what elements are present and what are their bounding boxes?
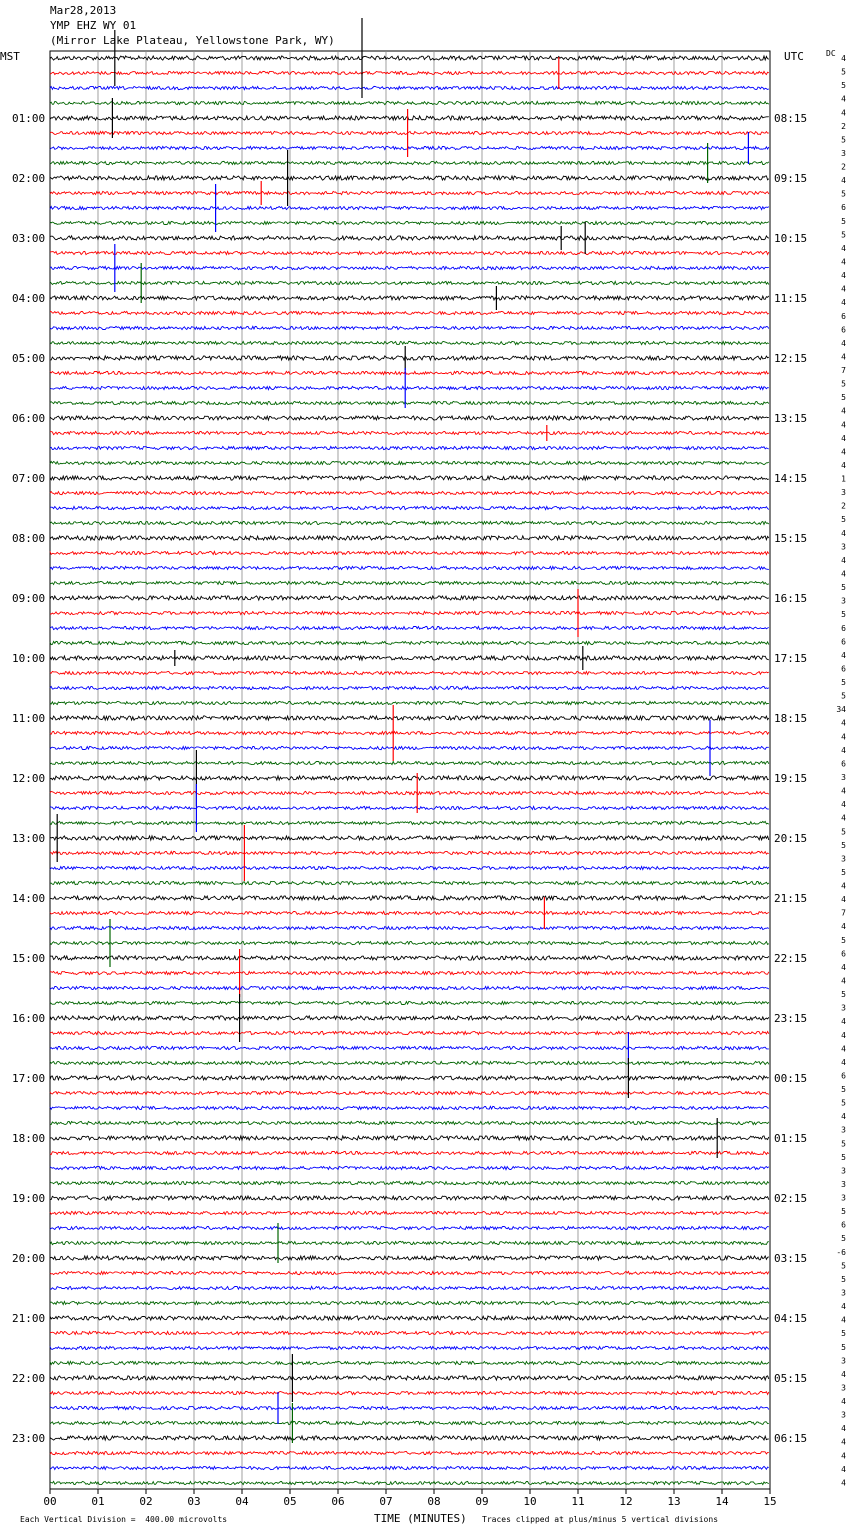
trace-row: [50, 851, 769, 854]
trace-row: [50, 896, 769, 900]
x-tick-label: 05: [283, 1495, 297, 1508]
trace-row: [50, 1106, 769, 1109]
trace-row: [50, 1196, 769, 1200]
dc-offset-value: 4: [841, 1030, 846, 1040]
x-tick-label: 06: [331, 1495, 345, 1508]
right-hour-label: 20:15: [774, 832, 808, 845]
trace-row: [50, 1406, 769, 1409]
trace-row: [50, 1031, 769, 1034]
dc-offset-value: 5: [841, 1234, 846, 1244]
trace-row: [50, 731, 769, 734]
trace-row: [50, 836, 769, 840]
right-hour-label: 02:15: [774, 1192, 808, 1205]
dc-offset-value: 6: [841, 759, 846, 769]
trace-row: [50, 1091, 769, 1094]
trace-row: [50, 881, 769, 884]
dc-offset-value: 4: [841, 1397, 846, 1407]
left-hour-label: 17:00: [12, 1072, 46, 1085]
right-hour-label: 19:15: [774, 772, 808, 785]
trace-row: [50, 206, 769, 209]
right-hour-label: 15:15: [774, 532, 808, 545]
dc-offset-value: 6: [841, 311, 846, 321]
x-axis-title: TIME (MINUTES): [374, 1512, 467, 1525]
dc-offset-value: 4: [841, 1302, 846, 1312]
trace-row: [50, 161, 769, 164]
trace-row: [50, 521, 769, 524]
dc-offset-value: 5: [841, 135, 846, 145]
trace-row: [50, 911, 769, 914]
trace-row: [50, 671, 769, 674]
dc-offset-value: 6: [841, 325, 846, 335]
trace-row: [50, 626, 769, 629]
left-hour-label: 01:00: [12, 112, 46, 125]
trace-row: [50, 761, 769, 764]
trace-row: [50, 371, 769, 374]
left-hour-label: 18:00: [12, 1132, 46, 1145]
dc-offset-value: 6: [841, 203, 846, 213]
trace-row: [50, 236, 769, 240]
dc-offset-value: 5: [841, 1207, 846, 1217]
header-station: YMP EHZ WY 01: [50, 19, 137, 32]
trace-row: [50, 71, 769, 74]
left-hour-label: 16:00: [12, 1012, 46, 1025]
dc-offset-value: 3: [841, 1179, 846, 1189]
trace-row: [50, 296, 769, 300]
dc-offset-value: 4: [841, 813, 846, 823]
trace-row: [50, 86, 769, 89]
trace-row: [50, 1316, 769, 1320]
dc-offset-value: 5: [841, 840, 846, 850]
dc-offset-value: 4: [841, 271, 846, 281]
dc-offset-value: 5: [841, 1085, 846, 1095]
trace-row: [50, 386, 769, 389]
dc-offset-value: 4: [841, 976, 846, 986]
dc-offset-value: 4: [841, 895, 846, 905]
x-tick-label: 13: [667, 1495, 681, 1508]
dc-offset-value: 5: [841, 67, 846, 77]
dc-offset-value: 1: [841, 474, 846, 484]
trace-row: [50, 1271, 769, 1274]
x-tick-label: 10: [523, 1495, 537, 1508]
left-timezone-label: MST: [0, 50, 20, 63]
trace-row: [50, 1076, 769, 1080]
x-tick-label: 12: [619, 1495, 633, 1508]
dc-offset-value: 5: [841, 1098, 846, 1108]
dc-offset-value: 4: [841, 1424, 846, 1434]
left-hour-label: 15:00: [12, 952, 46, 965]
left-hour-label: 22:00: [12, 1372, 46, 1385]
dc-offset-value: 4: [841, 786, 846, 796]
trace-row: [50, 686, 769, 689]
trace-row: [50, 926, 769, 929]
dc-offset-value: 3: [841, 596, 846, 606]
x-tick-label: 04: [235, 1495, 249, 1508]
dc-offset-value: 4: [841, 284, 846, 294]
dc-offset-value: 4: [841, 338, 846, 348]
dc-offset-value: 7: [841, 366, 846, 376]
dc-offset-value: 3: [841, 1166, 846, 1176]
x-tick-label: 07: [379, 1495, 393, 1508]
dc-offset-value: 7: [841, 908, 846, 918]
trace-row: [50, 431, 769, 434]
trace-row: [50, 1226, 769, 1229]
left-hour-label: 14:00: [12, 892, 46, 905]
dc-offset-value: 5: [841, 189, 846, 199]
dc-offset-value: -6: [836, 1247, 846, 1257]
trace-row: [50, 791, 769, 794]
dc-offset-value: 3: [841, 773, 846, 782]
dc-offset-value: 3: [841, 148, 846, 158]
right-hour-label: 01:15: [774, 1132, 808, 1145]
left-hour-label: 13:00: [12, 832, 46, 845]
dc-offset-value: 3: [841, 1003, 846, 1013]
trace-row: [50, 491, 769, 494]
dc-offset-value: 3: [841, 1356, 846, 1366]
dc-offset-value: 4: [841, 54, 846, 63]
dc-offset-value: 6: [841, 664, 846, 674]
right-hour-label: 09:15: [774, 172, 808, 185]
dc-offset-value: 4: [841, 569, 846, 579]
right-hour-label: 00:15: [774, 1072, 808, 1085]
dc-offset-value: 3: [841, 854, 846, 864]
right-hour-label: 23:15: [774, 1012, 808, 1025]
dc-offset-value: 3: [841, 1288, 846, 1298]
left-hour-label: 10:00: [12, 652, 46, 665]
trace-row: [50, 1181, 769, 1184]
dc-offset-value: 4: [841, 1057, 846, 1067]
trace-row: [50, 1421, 769, 1424]
trace-row: [50, 1301, 769, 1304]
dc-offset-value: 4: [841, 718, 846, 728]
dc-offset-value: 3: [841, 1383, 846, 1393]
dc-offset-value: 34: [836, 705, 846, 715]
dc-offset-value: 4: [841, 650, 846, 660]
left-hour-label: 09:00: [12, 592, 46, 605]
trace-row: [50, 1346, 769, 1349]
left-hour-label: 20:00: [12, 1252, 46, 1265]
trace-row: [50, 956, 769, 960]
right-hour-label: 13:15: [774, 412, 808, 425]
dc-offset-value: 6: [841, 1220, 846, 1230]
trace-row: [50, 1481, 769, 1484]
dc-offset-value: 4: [841, 406, 846, 416]
dc-offset-value: 6: [841, 1071, 846, 1081]
dc-offset-value: 4: [841, 420, 846, 430]
trace-row: [50, 821, 769, 824]
trace-row: [50, 131, 769, 134]
trace-row: [50, 866, 769, 869]
trace-row: [50, 596, 769, 600]
dc-offset-value: 6: [841, 949, 846, 959]
left-hour-label: 02:00: [12, 172, 46, 185]
trace-row: [50, 251, 769, 254]
dc-offset-value: 3: [841, 488, 846, 498]
trace-row: [50, 1286, 769, 1289]
dc-offset-value: 5: [841, 216, 846, 226]
clip-caption: Traces clipped at plus/minus 5 vertical divisions: [482, 1515, 719, 1524]
trace-row: [50, 1376, 769, 1380]
x-tick-label: 15: [763, 1495, 777, 1508]
dc-offset-value: 4: [841, 800, 846, 810]
trace-row: [50, 446, 769, 449]
dc-offset-value: 4: [841, 1369, 846, 1379]
dc-offset-value: 4: [841, 298, 846, 308]
trace-row: [50, 356, 769, 360]
trace-row: [50, 1391, 769, 1394]
trace-row: [50, 806, 769, 809]
trace-row: [50, 1016, 769, 1020]
trace-row: [50, 656, 769, 660]
right-hour-label: 08:15: [774, 112, 808, 125]
dc-offset-value: 5: [841, 1342, 846, 1352]
dc-offset-value: 4: [841, 745, 846, 755]
right-hour-label: 05:15: [774, 1372, 808, 1385]
left-hour-label: 07:00: [12, 472, 46, 485]
trace-row: [50, 566, 769, 569]
dc-offset-value: 4: [841, 447, 846, 457]
dc-offset-value: 3: [841, 542, 846, 552]
dc-offset-value: 5: [841, 867, 846, 877]
dc-offset-value: 3: [841, 1410, 846, 1420]
left-hour-label: 06:00: [12, 412, 46, 425]
x-tick-label: 02: [139, 1495, 153, 1508]
trace-row: [50, 1136, 769, 1140]
right-hour-label: 03:15: [774, 1252, 808, 1265]
right-hour-label: 11:15: [774, 292, 808, 305]
trace-row: [50, 941, 769, 944]
dc-offset-value: 5: [841, 1261, 846, 1271]
left-hour-label: 04:00: [12, 292, 46, 305]
trace-row: [50, 401, 769, 404]
dc-offset-value: 5: [841, 1152, 846, 1162]
trace-row: [50, 701, 769, 704]
dc-offset-value: 5: [841, 393, 846, 403]
dc-offset-value: 5: [841, 1139, 846, 1149]
dc-offset-value: 6: [841, 637, 846, 647]
trace-row: [50, 146, 769, 149]
header-location: (Mirror Lake Plateau, Yellowstone Park, WY): [50, 34, 335, 47]
dc-offset-value: 4: [841, 352, 846, 362]
right-hour-label: 18:15: [774, 712, 808, 725]
trace-row: [50, 536, 769, 540]
right-timezone-label: UTC: [784, 50, 804, 63]
trace-row: [50, 311, 769, 314]
x-tick-label: 01: [91, 1495, 105, 1508]
dc-offset-value: 4: [841, 1451, 846, 1461]
x-tick-label: 08: [427, 1495, 441, 1508]
dc-offset-value: 5: [841, 583, 846, 593]
trace-row: [50, 56, 769, 60]
left-hour-label: 12:00: [12, 772, 46, 785]
trace-row: [50, 971, 769, 974]
dc-offset-value: 4: [841, 94, 846, 104]
trace-row: [50, 461, 769, 464]
trace-row: [50, 1241, 769, 1244]
trace-row: [50, 581, 769, 584]
dc-offset-value: 5: [841, 1329, 846, 1339]
trace-row: [50, 281, 769, 284]
dc-offset-value: 2: [841, 501, 846, 511]
trace-row: [50, 1121, 769, 1124]
right-hour-label: 04:15: [774, 1312, 808, 1325]
right-hour-label: 22:15: [774, 952, 808, 965]
dc-offset-value: 5: [841, 81, 846, 91]
dc-offset-value: 4: [841, 922, 846, 932]
trace-row: [50, 641, 769, 644]
trace-row: [50, 551, 769, 554]
right-hour-label: 10:15: [774, 232, 808, 245]
x-tick-label: 11: [571, 1495, 585, 1508]
x-tick-label: 09: [475, 1495, 489, 1508]
trace-row: [50, 716, 769, 720]
trace-row: [50, 1436, 769, 1440]
scale-caption: Each Vertical Division = 400.00 microvolts: [20, 1515, 228, 1524]
dc-offset-value: 3: [841, 1125, 846, 1135]
trace-row: [50, 176, 769, 180]
dc-offset-value: 4: [841, 433, 846, 443]
header-date: Mar28,2013: [50, 4, 117, 17]
dc-offset-value: 4: [841, 243, 846, 253]
trace-row: [50, 476, 769, 480]
dc-offset-value: 2: [841, 162, 846, 172]
trace-row: [50, 116, 769, 120]
dc-offset-value: 5: [841, 515, 846, 525]
dc-offset-value: 4: [841, 1017, 846, 1027]
dc-offset-value: 5: [841, 935, 846, 945]
dc-offset-value: 3: [841, 1193, 846, 1203]
dc-offset-value: 5: [841, 230, 846, 240]
trace-row: [50, 416, 769, 420]
dc-offset-value: 4: [841, 1044, 846, 1054]
dc-offset-value: 5: [841, 827, 846, 837]
trace-row: [50, 746, 769, 749]
trace-row: [50, 1256, 769, 1260]
dc-offset-value: 5: [841, 691, 846, 701]
right-hour-label: 16:15: [774, 592, 808, 605]
trace-row: [50, 1331, 769, 1334]
trace-row: [50, 1001, 769, 1004]
trace-row: [50, 611, 769, 614]
dc-offset-value: 5: [841, 1274, 846, 1284]
dc-offset-value: 5: [841, 678, 846, 688]
dc-offset-value: 4: [841, 1478, 846, 1488]
left-hour-label: 05:00: [12, 352, 46, 365]
trace-row: [50, 1361, 769, 1364]
dc-offset-value: 5: [841, 990, 846, 1000]
dc-offset-header: DC: [826, 49, 836, 58]
left-hour-label: 08:00: [12, 532, 46, 545]
right-hour-label: 06:15: [774, 1432, 808, 1445]
right-hour-label: 21:15: [774, 892, 808, 905]
dc-offset-value: 4: [841, 881, 846, 891]
dc-offset-value: 5: [841, 610, 846, 620]
trace-row: [50, 1151, 769, 1154]
x-tick-label: 14: [715, 1495, 729, 1508]
dc-offset-value: 2: [841, 121, 846, 131]
trace-row: [50, 1466, 769, 1469]
left-hour-label: 19:00: [12, 1192, 46, 1205]
trace-row: [50, 1061, 769, 1064]
trace-row: [50, 1166, 769, 1169]
trace-row: [50, 326, 769, 329]
dc-offset-value: 4: [841, 1464, 846, 1474]
trace-row: [50, 1046, 769, 1049]
trace-row: [50, 1211, 769, 1214]
trace-row: [50, 221, 769, 224]
left-hour-label: 23:00: [12, 1432, 46, 1445]
dc-offset-value: 4: [841, 108, 846, 118]
trace-row: [50, 101, 769, 104]
right-hour-label: 17:15: [774, 652, 808, 665]
trace-row: [50, 266, 769, 269]
dc-offset-value: 6: [841, 623, 846, 633]
trace-row: [50, 506, 769, 509]
trace-row: [50, 986, 769, 989]
dc-offset-value: 4: [841, 555, 846, 565]
trace-row: [50, 776, 769, 780]
left-hour-label: 21:00: [12, 1312, 46, 1325]
dc-offset-value: 4: [841, 1112, 846, 1122]
right-hour-label: 12:15: [774, 352, 808, 365]
dc-offset-value: 4: [841, 176, 846, 186]
dc-offset-value: 4: [841, 1437, 846, 1447]
x-tick-label: 00: [43, 1495, 57, 1508]
trace-row: [50, 191, 769, 194]
left-hour-label: 11:00: [12, 712, 46, 725]
dc-offset-value: 4: [841, 257, 846, 267]
dc-offset-value: 4: [841, 460, 846, 470]
trace-row: [50, 341, 769, 344]
left-hour-label: 03:00: [12, 232, 46, 245]
dc-offset-value: 5: [841, 379, 846, 389]
dc-offset-value: 4: [841, 1315, 846, 1325]
dc-offset-value: 4: [841, 732, 846, 742]
dc-offset-value: 4: [841, 962, 846, 972]
right-hour-label: 14:15: [774, 472, 808, 485]
trace-row: [50, 1451, 769, 1454]
dc-offset-value: 4: [841, 528, 846, 538]
x-tick-label: 03: [187, 1495, 201, 1508]
